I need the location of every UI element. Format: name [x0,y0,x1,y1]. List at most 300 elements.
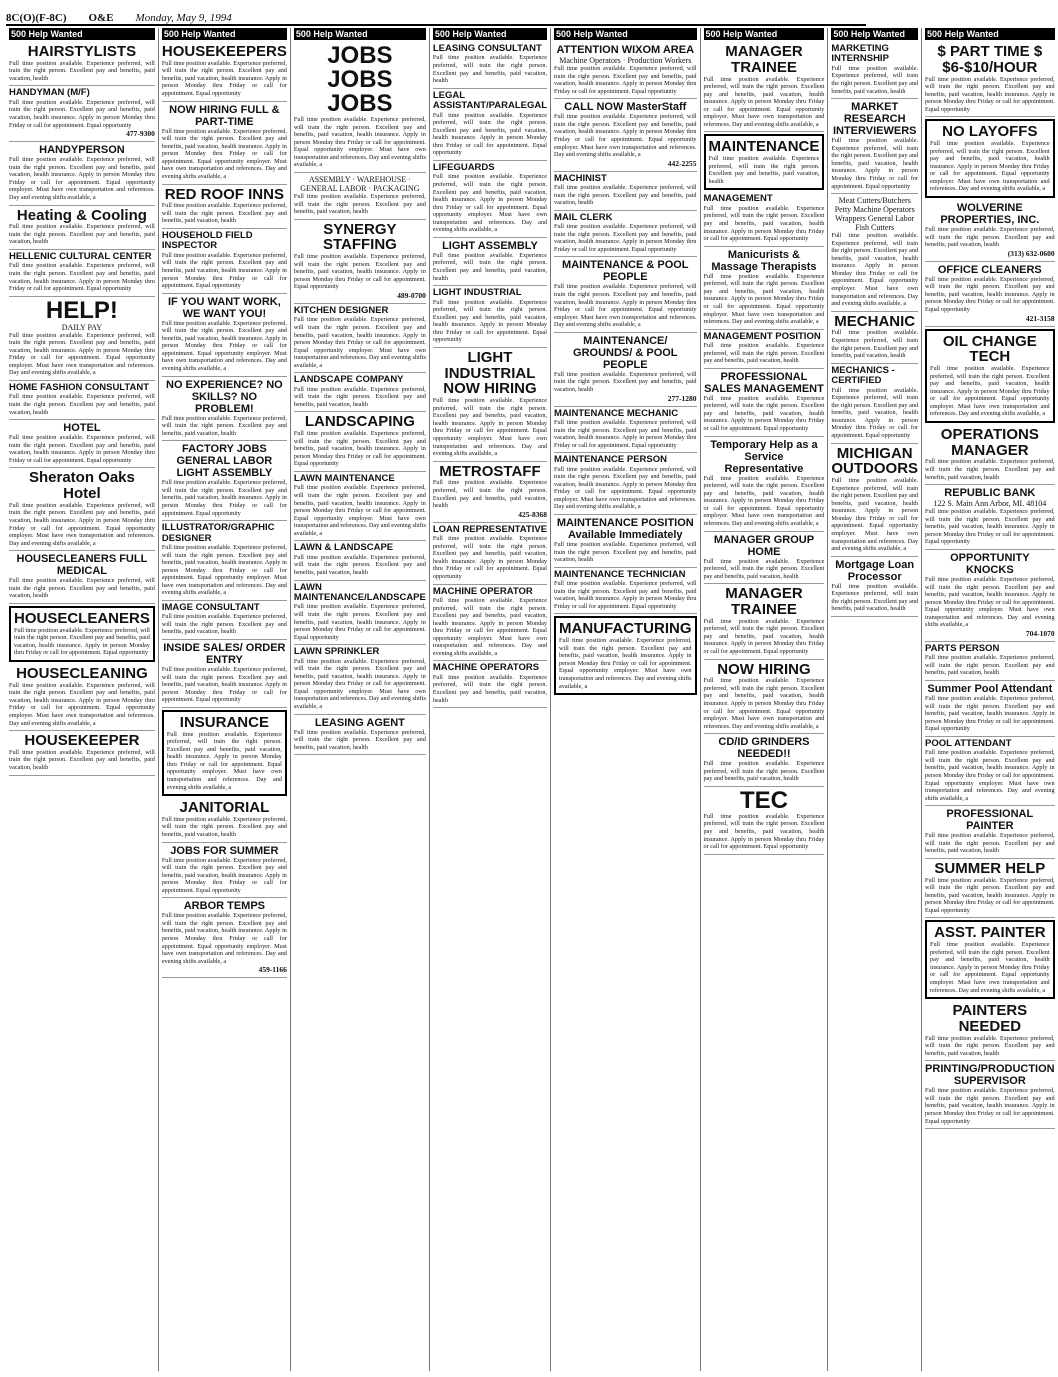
ad-heading: POOL ATTENDANT [925,737,1012,749]
ad-heading: LOAN REPRESENTATIVE [432,523,548,535]
ad-heading: JANITORIAL [179,799,270,817]
ad-phone: 442-2255 [667,158,697,168]
ad-heading: HOUSEHOLD FIELD INSPECTOR [161,229,253,252]
ad-body-text: Full time position available. Experience preferred, will train the right person. Excellent pay and benefits, paid vacation, health insurance. Apply in person Monday thru Friday or call for appointment. Equal opportunity [554,65,697,95]
ad-heading: HELP! [45,296,118,324]
ad-body-text: Full time position available. Experience preferred, will train the right person. Excellent pay and benefits, paid vacation, health insurance. Apply in person Monday thru Friday or call for appointment. Equal opportunity [703,812,825,851]
classified-ad [433,89,547,161]
ad-heading: Summer Pool Attendant [927,683,1053,695]
classified-ad [554,616,697,695]
classified-ad [433,238,547,286]
ad-heading: LAWN MAINTENANCE [293,473,395,484]
ad-heading: $ PART TIME $ $6-$10/HOUR [937,43,1043,76]
classified-ad [9,420,155,468]
ad-body-text: Full time position available. Experience preferred, will train the right person. Excellent pay and benefits, paid vacation, health insurance. Apply in person Monday thru Friday or call for appointment. Equal opportunity employer. Must have own transportation and references. Day and evening shifts available, a [930,140,1050,193]
ad-heading: LANDSCAPE COMPANY [293,374,404,386]
ad-heading: LEASING AGENT [314,716,405,729]
ad-heading: MANAGER TRAINEE [725,43,803,76]
ad-heading: MANAGEMENT [703,193,773,205]
ad-column [429,28,550,1371]
classified-ad [294,412,426,472]
classified-ad [704,734,825,787]
classified-ad [162,229,287,294]
ad-body-text: Full time position available. Experience preferred, will train the right person. Excellent pay and benefits, paid vacation, health [925,458,1055,481]
ad-column [827,28,921,1371]
ad-heading: HANDYMAN (M/F) [9,87,90,99]
ad-heading: PRINTING/PRODUCTION SUPERVISOR [925,1063,1055,1088]
ad-body-text: Full time position available. Experience preferred, will train the right person. Excellent pay and benefits, paid vacation, health [554,370,697,393]
classified-ad [9,250,155,297]
ad-heading: NO EXPERIENCE? NO SKILLS? NO PROBLEM! [166,378,283,415]
ad-heading: LAWN MAINTENANCE/LANDSCAPE [293,581,426,603]
ad-body-text: Full time position available. Experience preferred, will train the right person. Excellent pay and benefits, paid vacation, health insurance. Apply in person Monday thru Friday or call for appointment. Equal opportunity [14,626,150,657]
classified-ad [704,330,825,369]
ad-heading: OFFICE CLEANERS [937,263,1042,276]
classified-ad [9,86,155,142]
ad-heading: MICHIGAN OUTDOORS [831,444,919,478]
ad-body-text: Full time position available. Experience preferred, will train the right person. Excellent pay and benefits, paid vacation, health insurance. Apply in person Monday thru Friday or call for appointment. Equal opportunity employer. Must have own transportation and references. Day and evening shifts available, a [703,272,825,326]
classified-ad [162,640,287,708]
classified-ad [925,1061,1055,1129]
ad-heading: HELLENIC CULTURAL CENTER [9,250,152,262]
ad-heading: ILLUSTRATOR/GRAPHIC DESIGNER [161,522,275,544]
classified-ad [9,206,155,250]
ad-body-text: Full time position available. Experience preferred, will train the right person. Excellent pay and benefits, paid vacation, health insurance. Apply in person Monday thru Friday or call for appointment. Equal opportunity [925,508,1055,546]
ad-column [921,28,1058,1371]
ad-body-text: Full time position available. Experience preferred, will train the right person. Excellent pay and benefits, paid vacation, health insurance. Apply in person Monday thru Friday or call for appointment. Equal opportunity [161,666,287,704]
ad-heading: RED ROOF INNS [164,185,284,203]
ad-body-text: Full time position available. Experience preferred, will train the right person. Excellent pay and benefits, paid vacation, health insurance. Apply in person Monday thru Friday or call for appointment. Equal opportunity employer. Must have own transportation and references. Day and evening shifts available, a [925,575,1055,629]
classified-ad [9,42,155,86]
ad-body-text: Full time position available. Experience preferred, will train the right person. Excellent pay and benefits, paid vacation, health insurance. Apply in person Monday thru Friday or call for appointment. Equal opportunity [161,251,287,290]
ad-heading: LAWN SPRINKLER [293,646,380,658]
classified-ad [554,407,697,454]
classified-ad [925,681,1055,737]
classified-ad [704,437,825,532]
masthead [6,6,866,26]
ad-heading: Temporary Help as a Service Representative [710,438,818,475]
classified-ad [9,142,155,205]
ad-heading: SYNERGY STAFFING [322,220,397,254]
classified-ad [294,42,426,173]
ad-heading: IMAGE CONSULTANT [161,601,260,613]
ad-heading: MACHINIST [554,172,607,184]
classified-ad [433,585,547,662]
ad-body-text: Full time position available. Experience preferred, will train the right person. Excellent pay and benefits, paid vacation, health [161,815,287,838]
ad-heading: TEC [739,786,788,814]
ad-body-text: Full time position available. Experience preferred, will train the right person. Excellent pay and benefits, paid vacation, health [9,59,155,82]
ad-subheading: 122 S. Main Ann Arbor, MI. 48104 [933,499,1047,509]
classified-ad [925,859,1055,919]
classified-ad [925,737,1055,806]
classified-ad [925,329,1055,423]
ad-heading: NOW HIRING [717,660,811,678]
classified-ad [925,485,1055,550]
classified-ad [704,532,825,585]
ad-body-text: Full time position available. Experience preferred, will train the right person. Excellent pay and benefits, paid vacation, health [161,613,287,636]
ad-heading: LIGHT INDUSTRIAL NOW HIRING [443,348,537,398]
ad-heading: Sheraton Oaks Hotel [28,469,135,503]
ad-body-text: Full time position available. Experience preferred, will train the right person. Excellent pay and benefits, paid vacation, health insurance. Apply in person Monday thru Friday or call for appointment. Equal opportunity [925,1087,1055,1125]
issue-date: Monday, May 9, 1994 [135,12,232,24]
ad-body-text: Full time position available. Experience preferred, will train the right person. Excellent pay and benefits, paid vacation, health insurance. Apply in person Monday thru Friday or call for appointment. Equal opportunity [9,262,155,293]
column-header: 500 Help Wanted [554,28,697,40]
ad-body-text: Full time position available. Experience preferred, will train the right person. Excellent pay and benefits, paid vacation, health insurance. Apply in person Monday thru Friday or call for appointment. Equal opportunity [554,223,697,253]
ad-phone: 277-1280 [667,393,697,403]
ad-body-text: Full time position available. Experience preferred, will train the right person. Excellent pay and benefits, paid vacation, health [925,1034,1055,1057]
ad-body-text: Full time position available. Experience preferred, will train the right person. Excellent pay and benefits, paid vacation, health [432,673,548,704]
classified-ad [925,920,1055,999]
classified-ad [704,369,825,437]
ad-heading: LEASING CONSULTANT [432,43,542,54]
ad-body-text: Full time position available. Experience preferred, will train the right person. Excellent pay and benefits, paid vacation, health insurance. Apply in person Monday thru Friday or call for appointment. Equal opportunity employer. Must have own transportation and references. Day and evening shifts available, a [9,681,155,727]
ad-column [700,28,828,1371]
ad-body-text: Full time position available. Experience preferred, will train the right person. Excellent pay and benefits, paid vacation, health insurance. Apply in person Monday thru Friday or call for appointment. Equal opportunity [831,386,919,439]
ad-heading: HOTEL [63,422,101,435]
classified-ad [162,521,287,601]
classified-ad [554,211,697,258]
ad-body-text: Full time position available. Experience preferred, will train the right person. Excellent pay and benefits, paid vacation, health insurance. Apply in person Monday thru Friday or call for appointment. Equal opportunity employer. Must have own transportation and references. Day and evening shifts available, a [9,331,155,377]
ad-body-text: Full time position available. Experience preferred, will train the right person. Excellent pay and benefits, paid vacation, health [293,385,426,408]
ad-body-text: Full time position available. Experience preferred, will train the right person. Excellent pay and benefits, paid vacation, health insurance. Apply in person Monday thru Friday or call for appointment. Equal opportunity [703,394,825,432]
ad-phone: 477-9300 [126,129,155,139]
ad-body-text: Full time position available. Experience preferred, will train the right person. Excellent pay and benefits, paid vacation, health [703,557,825,580]
ad-column [290,28,429,1371]
ad-heading: JOBS JOBS JOBS [327,42,393,117]
classified-ad [831,364,918,444]
ad-heading: MAINTENANCE/ GROUNDS/ & POOL PEOPLE [573,334,678,371]
classified-ad [433,661,547,708]
classified-ad [9,381,155,420]
ad-body-text: Full time position available. Experience preferred, will train the right person. Excellent pay and benefits, paid vacation, health insurance. Apply in person Monday thru Friday or call for appointment. Equal opportunity employer. Must have own transportation and references. Day and evening shifts available, a [432,596,548,657]
ad-body-text: Full time position available. Experience preferred, will train the right person. Excellent pay and benefits, paid vacation, health insurance. Apply in person Monday thru Friday or call for appointment. Equal opportunity [293,253,426,291]
ad-heading: MECHANIC [834,312,916,330]
paper-name: O&E [88,12,114,24]
column-header: 500 Help Wanted [9,28,155,40]
classified-ad [554,515,697,568]
column-header: 500 Help Wanted [831,28,918,40]
ad-subheading: Machine Operators · Production Workers [559,56,692,65]
ad-heading: MACHINE OPERATORS [432,662,540,674]
ad-heading: JOBS FOR SUMMER [170,844,279,857]
ad-body-text: Full time position available. Experience preferred, will train the right person. Excellent pay and benefits, paid vacation, health insurance. Apply in person Monday thru Friday or call for appointment. Equal opportunity employer. Must have own transportation and references. Day and evening shifts available, a [293,116,426,169]
ad-body-text: Full time position available. Experience preferred, will train the right person. Excellent pay and benefits, paid vacation, health [703,760,825,783]
ad-body-text: Full time position available. Experience preferred, will train the right person. Excellent pay and benefits, paid vacation, health insurance. Apply in person Monday thru Friday or call for appointment. Equal opportunity [432,111,548,157]
ad-heading: ARBOR TEMPS [183,900,266,913]
classified-ad [162,102,287,185]
ad-body-text: Full time position available. Experience preferred, will train the right person. Excellent pay and benefits, paid vacation, health insurance. Apply in person Monday thru Friday or call for appointment. Equal opportunity [432,535,548,580]
classified-ad [554,453,697,515]
ad-heading: LEGAL ASSISTANT/PARALEGAL [432,89,548,112]
ad-body-text: Full time position available. Experience preferred, will train the right person. Excellent pay and benefits, paid vacation, health insurance. Apply in person Monday thru Friday or call for appointment. Equal opportunity employer. Must have own transportation and references. Day and evening shifts available, a [831,477,919,553]
ad-body-text: Full time position available. Experience preferred, will train the right person. Excellent pay and benefits, paid vacation, health insurance. Apply in person Monday thru Friday or call for appointment. Equal opportunity employer. Must have own transportation and references. Day and evening shifts available, a [161,543,287,597]
classified-ad [294,304,426,373]
ad-column [158,28,290,1371]
ad-body-text: Full time position available. Experience preferred, will train the right person. Excellent pay and benefits, paid vacation, health [293,553,426,576]
ad-phone: 489-0700 [397,290,426,300]
classified-ad [162,898,287,978]
ad-body-text: Full time position available. Experience preferred, will train the right person. Excellent pay and benefits, paid vacation, health insurance. Apply in person Monday thru Friday or call for appointment. Equal opportunity employer. Must have own transportation and references. Day and evening shifts available, a [432,397,548,458]
ad-body-text: Full time position available. Experience preferred, will train the right person. Excellent pay and benefits, paid vacation, health insurance. Apply in person Monday thru Friday or call for appointment. Equal opportunity [293,430,426,468]
ad-body-text: Full time position available. Experience preferred, will train the right person. Excellent pay and benefits, paid vacation, health insurance. Apply in person Monday thru Friday or call for appointment. Equal opportunity employer. Must have own transportation and references. Day and evening shifts available, a [161,319,287,372]
ad-heading: MACHINE OPERATOR [432,585,533,597]
column-header: 500 Help Wanted [433,28,547,40]
ad-heading: MAINTENANCE TECHNICIAN [554,568,686,580]
classified-ad [162,185,287,229]
ad-body-text: Full time position available. Experience preferred, will train the right person. Excellent pay and benefits, paid vacation, health [925,226,1055,249]
ad-body-text: Full time position available. Experience preferred, will train the right person. Excellent pay and benefits, paid vacation, health insurance. Apply in person Monday thru Friday or call for appointment. Equal opportunity [703,617,825,655]
classified-ad [831,194,918,312]
ad-heading: Manicurists & Massage Therapists [711,248,817,273]
ad-heading: FACTORY JOBS GENERAL LABOR LIGHT ASSEMBLY [176,443,273,480]
ad-phone: (313) 632-0600 [1007,248,1055,258]
ad-heading: HAIRSTYLISTS [27,43,137,60]
classified-ad [294,373,426,412]
classified-ad [704,134,825,190]
ad-heading: PROFESSIONAL PAINTER [946,808,1034,833]
ad-body-text: Full time position available. Experience preferred, will train the right person. Excellent pay and benefits, paid vacation, health [432,54,548,85]
ad-heading: PARTS PERSON [925,642,1000,654]
ad-body-text: Full time position available. Experience preferred, will train the right person. Excellent pay and benefits, paid vacation, health insurance. Apply in person Monday thru Friday or call for appointment. Equal opportunity employer. Must have own transportation and references. Day and evening shifts available, a [554,465,697,511]
ad-heading: WOLVERINE PROPERTIES, INC. [940,202,1040,226]
ad-heading: KITCHEN DESIGNER [293,304,389,316]
ad-heading: SUMMER HELP [934,859,1046,877]
ad-heading: HOME FASHION CONSULTANT [9,382,150,393]
ad-body-text: Full time position available. Experience preferred, will train the right person. Excellent pay and benefits, paid vacation, health insurance. Apply in person Monday thru Friday or call for appointment. Equal opportunity employer. Must have own transportation and references. Day and evening shifts available, a [9,156,155,201]
ad-body-text: Full time position available. Experience preferred, will train the right person. Excellent pay and benefits, paid vacation, health insurance. Apply in person Monday thru Friday or call for appointment. Equal opportunity employer. Must have own transportation and references. Day and evening shifts available, a [293,316,426,369]
classified-ad [554,333,697,407]
ad-heading: CD/ID GRINDERS NEEDED!! [718,736,810,761]
classified-ad [704,660,825,735]
ad-body-text: Full time position available. Experience preferred, will train the right person. Excellent pay and benefits, paid vacation, health insurance. Apply in person Monday thru Friday or call for appointment. Equal opportunity [925,876,1055,914]
ad-body-text: Full time position available. Experience preferred, will train the right person. Excellent pay and benefits, paid vacation, health insurance. Apply in person Monday thru Friday or call for appointment. Equal opportunity [925,695,1055,733]
ad-column [6,28,158,1371]
ad-body-text: Full time position available. Experience preferred, will train the right person. Excellent pay and benefits, paid vacation, health insurance. Apply in person Monday thru Friday or call for appointment. Equal opportunity [161,59,287,97]
classified-ad [554,99,697,171]
classified-ad [925,642,1055,681]
ad-body-text: Full time position available. Experience preferred, will train the right person. Excellent pay and benefits, paid vacation, health insurance. Apply in person Monday thru Friday or call for appointment. Equal opportunity [432,298,548,344]
classified-ad [162,377,287,442]
classified-ad [162,798,287,842]
classified-ad [925,42,1055,117]
ad-heading: LIGHT INDUSTRIAL [432,287,522,299]
ad-heading: Heating & Cooling [16,206,147,224]
ad-body-text: Full time position available. Experience preferred, will train the right person. Excellent pay and benefits, paid vacation, health [831,329,919,360]
ad-heading: ATTENTION WIXOM AREA [556,44,695,56]
ad-heading: Mortgage Loan Processor [835,558,915,583]
column-header: 500 Help Wanted [704,28,825,40]
ad-heading: CALL NOW MasterStaff [564,101,687,114]
ad-heading: OPERATIONS MANAGER [940,425,1039,459]
ad-body-text: Full time position available. Experience preferred, will train the right person. Excellent pay and benefits, paid vacation, health insurance. Apply in person Monday thru Friday or call for appointment. Equal opportunity [161,479,287,517]
ad-column [550,28,700,1371]
classified-ad [9,468,155,551]
classified-ad [554,568,697,615]
classified-ad [554,257,697,332]
ad-body-text: Full time position available. Experience preferred, will train the right person. Excellent pay and benefits, paid vacation, health [161,202,287,225]
column-header: 500 Help Wanted [162,28,287,40]
ad-heading: INSURANCE [179,713,269,731]
classified-ad [433,161,547,238]
ad-body-text: Full time position available. Experience preferred, will train the right person. Excellent pay and benefits, paid vacation, health [432,251,548,282]
ad-heading: OIL CHANGE TECH [942,332,1037,366]
ad-body-text: Full time position available. Experience preferred, will train the right person. Excellent pay and benefits, paid vacation, health [925,832,1055,855]
classified-ad [554,172,697,211]
classified-ad [162,441,287,521]
ad-body-text: Full time position available. Experience preferred, will train the right person. Excellent pay and benefits, paid vacation, health [9,393,155,416]
ad-body-text: Full time position available. Experience preferred, will train the right person. Excellent pay and benefits, paid vacation, health insurance. Apply in person Monday thru Friday or call for appointment. Equal opportunity employer. Must have own transportation and references. Day and evening shifts available, a [554,113,697,159]
ad-body-text: Full time position available. Experience preferred, will train the right person. Excellent pay and benefits, paid vacation, health insurance. Apply in person Monday thru Friday or call for appointment. Equal opportunity [554,418,697,449]
classified-ad [925,425,1055,485]
ad-body-text: Full time position available. Experience preferred, will train the right person. Excellent pay and benefits, paid vacation, health insurance. Apply in person Monday thru Friday or call for appointment. Equal opportunity [703,204,825,243]
classified-ad [9,731,155,775]
ad-body-text: Full time position available. Experience preferred, will train the right person. Excellent pay and benefits, paid vacation, health insurance. Apply in person Monday thru Friday or call for appointment. Equal opportunity [161,856,287,894]
ad-heading: MAINTENANCE PERSON [554,454,667,466]
ad-body-text: Full time position available. Experience preferred, will train the right person. Excellent pay and benefits, paid vacation, health insurance. Apply in person Monday thru Friday or call for appointment. Equal opportunity employer. Must have own transportation and references. Day and evening shifts available, a [293,657,426,710]
classified-ad [162,42,287,102]
ad-heading: MAINTENANCE & POOL PEOPLE [562,259,689,284]
ad-phone: 459-1166 [258,965,287,975]
column-header: 500 Help Wanted [294,28,426,40]
ad-body-text: Full time position available. Experience preferred, will train the right person. Excellent pay and benefits, paid vacation, health insurance. Apply in person Monday thru Friday or call for appointment. Equal opportunity employer. Must have own transportation and references. Day and evening shifts available, a [703,677,825,730]
ad-heading: MAINTENANCE [708,138,820,156]
ad-heading: MANAGER TRAINEE [725,585,803,618]
ad-body-text: Full time position available. Experience preferred, will train the right person. Excellent pay and benefits, paid vacation, health [432,479,548,510]
classified-ad [433,286,547,348]
ad-body-text: Full time position available. Experience preferred, will train the right person. Excellent pay and benefits, paid vacation, health [293,728,426,751]
classified-ad [9,606,155,662]
classified-ad [162,601,287,640]
ad-heading: OPPORTUNITY KNOCKS [950,551,1030,576]
ad-heading: ASSEMBLY · WAREHOUSE · GENERAL LABOR · PACKAGING [300,174,420,193]
classified-ad [162,294,287,377]
ad-heading: NOW HIRING FULL & PART-TIME [169,103,280,128]
ad-body-text: Full time position available. Experience preferred, will train the right person. Excellent pay and benefits, paid vacation, health insurance. Apply in person Monday thru Friday or call for appointment. Equal opportunity employer. Must have own transportation and references. Day and evening shifts available, a [925,749,1055,802]
ad-body-text: Full time position available. Experience preferred, will train the right person. Excellent pay and benefits, paid vacation, health insurance. Apply in person Monday thru Friday or call for appointment. Equal opportunity employer. Must have own transportation and references. Day and evening shifts available, a [930,941,1050,994]
ad-body-text: Full time position available. Experience preferred, will train the right person. Excellent pay and benefits, paid vacation, health insurance. Apply in person Monday thru Friday or call for appointment. Equal opportunity [925,75,1055,113]
ad-heading: HOUSEKEEPERS [161,43,287,60]
ad-body-text: Full time position available. Experience preferred, will train the right person. Excellent pay and benefits, paid vacation, health insurance. Apply in person Monday thru Friday or call for appointment. Equal opportunity [925,275,1055,313]
classified-ad [925,200,1055,262]
ad-body-text: Full time position available. Experience preferred, will train the right person. Excellent pay and benefits, paid vacation, health insurance. Apply in person Monday thru Friday or call for appointment. Equal opportunity [9,98,155,129]
ad-body-text: Full time position available. Experience preferred, will train the right person. Excellent pay and benefits, paid vacation, health [9,223,155,246]
ad-heading: HOUSECLEANERS [14,609,150,627]
classified-ad [294,581,426,646]
ad-body-text: Full time position available. Experience preferred, will train the right person. Excellent pay and benefits, paid vacation, health insurance. Apply in person Monday thru Friday or call for appointment. Equal opportunity [831,137,919,190]
ad-body-text: Full time position available. Experience preferred, will train the right person. Excellent pay and benefits, paid vacation, health [9,748,155,771]
ad-body-text: Full time position available. Experience preferred, will train the right person. Excellent pay and benefits, paid vacation, health insurance. Apply in person Monday thru Friday or call for appointment. Equal opportunity employer. Must have own transportation and references. Day and evening shifts available, a [293,484,426,537]
classified-ad [704,42,825,132]
ad-heading: MARKET RESEARCH INTERVIEWERS [832,101,917,138]
ad-heading: PROFESSIONAL SALES MANAGEMENT [704,370,824,395]
ad-phone: 704-1070 [1025,628,1055,638]
classified-ad [925,1001,1055,1061]
ad-body-text: Full time position available. Experience preferred, will train the right person. Excellent pay and benefits, paid vacation, health [9,577,155,600]
page-id: 8C(O)(F-8C) [6,12,67,24]
ad-heading: MANAGER GROUP HOME [713,533,815,558]
classified-ad [433,523,547,585]
classified-ad [294,645,426,714]
classified-ad [294,715,426,756]
ad-body-text: Full time position available. Experience preferred, will train the right person. Excellent pay and benefits, paid vacation, health insurance. Apply in person Monday thru Friday or call for appointment. Equal opportunity employer. Must have own transportation and references. Day and evening shifts available, a [166,730,282,791]
ad-heading: MARKETING INTERNSHIP [831,43,889,65]
ad-heading: REPUBLIC BANK [944,487,1036,500]
classified-columns [6,28,1055,1371]
ad-heading: HANDYPERSON [39,144,125,157]
ad-body-text: Full time position available. Experience preferred, will train the right person. Excellent pay and benefits, paid vacation, health insurance. Apply in person Monday thru Friday or call for appointment. Equal opportunity employer. Must have own transportation and references. Day and evening shifts available, a [831,232,919,308]
classified-ad [9,551,155,604]
ad-body-text: Full time position available. Experience preferred, will train the right person. Excellent pay and benefits, paid vacation, health [708,155,820,185]
column-header: 500 Help Wanted [925,28,1055,40]
ad-heading: ASST. PAINTER [934,924,1046,942]
ad-phone: 425-8368 [518,509,548,519]
classified-ad [9,664,155,731]
ad-body-text: Full time position available. Experience preferred, will train the right person. Excellent pay and benefits, paid vacation, health [293,192,426,216]
classified-ad [9,297,155,381]
ad-heading: MANAGEMENT POSITION [703,330,821,342]
ad-heading: Meat Cutters/Butchers Petty Machine Operators Wrappers General Labor Fish Cutters [834,196,915,233]
ad-phone: 421-3158 [1025,313,1055,323]
ad-body-text: Full time position available. Experience preferred, will train the right person. Excellent pay and benefits, paid vacation, health [703,342,825,365]
ad-heading: HOUSEKEEPER [24,732,140,750]
classified-ad [925,262,1055,327]
classified-ad [294,472,426,541]
classified-ad [925,550,1055,642]
classified-ad [433,348,547,462]
ad-body-text: Full time position available. Experience preferred, will train the right person. Excellent pay and benefits, paid vacation, health insurance. Apply in person Monday thru Friday or call for appointment. Equal opportunity employer. Must have own transportation and references. Day and evening shifts available, a [161,912,287,965]
ad-body-text: Full time position available. Experience preferred, will train the right person. Excellent pay and benefits, paid vacation, health insurance. Apply in person Monday thru Friday or call for appointment. Equal opportunity employer. Must have own transportation and references. Day and evening shifts available, a [703,474,825,527]
ad-heading: LANDSCAPING [304,413,415,431]
classified-ad [831,42,918,99]
ad-body-text: Full time position available. Experience preferred, will train the right person. Excellent pay and benefits, paid vacation, health insurance. Apply in person Monday thru Friday or call for appointment. Equal opportunity employer. Must have own transportation and references. Day and evening shifts available, a [554,283,697,329]
ad-heading: MAINTENANCE MECHANIC [554,407,679,419]
ad-body-text: Full time position available. Experience preferred, will train the right person. Excellent pay and benefits, paid vacation, health insurance. Apply in person Monday thru Friday or call for appointment. Equal opportunity employer. Must have own transportation and references. Day and evening shifts available, a [703,75,825,128]
ad-heading: LIGHT ASSEMBLY [442,239,538,252]
classified-ad [831,99,918,194]
classified-ad [294,541,426,580]
ad-heading: MAIL CLERK [554,211,613,223]
classified-ad [925,806,1055,859]
ad-heading: HOUSECLEANERS FULL MEDICAL [16,553,148,578]
ad-heading: MAINTENANCE POSITION Available Immediately [556,517,694,541]
ad-body-text: Full time position available. Experience preferred, will train the right person. Excellent pay and benefits, paid vacation, health [831,64,919,95]
ad-body-text: Full time position available. Experience preferred, will train the right person. Excellent pay and benefits, paid vacation, health insurance. Apply in person Monday thru Friday or call for appointment. Equal opportunity [9,434,155,464]
classified-ad [704,247,825,330]
ad-heading: IF YOU WANT WORK, WE WANT YOU! [167,295,281,320]
ad-heading: LAWN & LANDSCAPE [293,542,394,554]
ad-body-text: Full time position available. Experience preferred, will train the right person. Excellent pay and benefits, paid vacation, health [925,654,1055,677]
ad-heading: MANUFACTURING [559,620,692,638]
classified-ad [294,173,426,220]
classified-ad [831,444,918,557]
ad-heading: NO LAYOFFS [942,123,1038,141]
classified-ad [433,42,547,89]
ad-body-text: Full time position available. Experience preferred, will train the right person. Excellent pay and benefits, paid vacation, health [554,184,697,207]
classified-ad [162,710,287,796]
classified-ad [162,843,287,899]
ad-body-text: Full time position available. Experience preferred, will train the right person. Excellent pay and benefits, paid vacation, health insurance. Apply in person Monday thru Friday or call for appointment. Equal opportunity employer. Must have own transportation and references. Day and evening shifts available, a [559,637,692,690]
ad-heading: INSIDE SALES/ ORDER ENTRY [163,642,286,666]
ad-body-text: Full time position available. Experience preferred, will train the right person. Excellent pay and benefits, paid vacation, health insurance. Apply in person Monday thru Friday or call for appointment. Equal opportunity employer. Must have own transportation and references. Day and evening shifts available, a [9,501,155,547]
ad-heading: HOUSECLEANING [16,664,148,682]
ad-body-text: Full time position available. Experience preferred, will train the right person. Excellent pay and benefits, paid vacation, health insurance. Apply in person Monday thru Friday or call for appointment. Equal opportunity [293,603,426,641]
ad-body-text: Full time position available. Experience preferred, will train the right person. Excellent pay and benefits, paid vacation, health [161,414,287,437]
ad-body-text: Full time position available. Experience preferred, will train the right person. Excellent pay and benefits, paid vacation, health [831,582,919,613]
classified-ad [704,584,825,659]
classified-ad [294,220,426,304]
classified-ad [704,192,825,246]
ad-heading: MECHANICS - CERTIFIED [831,364,895,387]
